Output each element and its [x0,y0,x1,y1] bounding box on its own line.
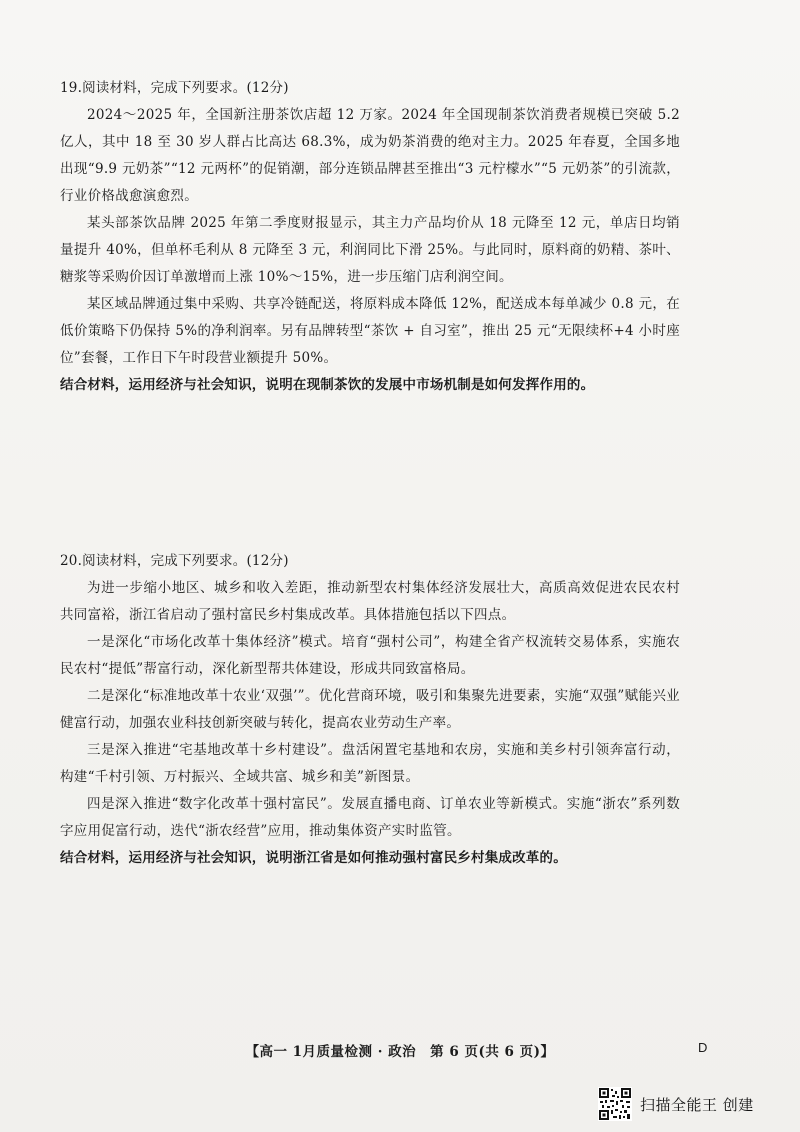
page-footer: 【高一 1月质量检测 · 政治 第 6 页(共 6 页)】 [245,1044,555,1060]
watermark-text: 扫描全能王 创建 [640,1095,754,1114]
question-19 [60,75,680,399]
question-20-paragraph-4: 三是深入推进“宅基地改革十乡村建设”。盘活闲置宅基地和农房，实施和美乡村引领奔富行动，构建“千村引领、万村振兴、全域共富、城乡和美”新图景。 [60,742,680,785]
question-20-paragraph-3: 二是深化“标准地改革十农业‘双强’”。优化营商环境，吸引和集聚先进要素，实施“双强”赋能兴业健富行动，加强农业科技创新突破与转化，提高农业劳动生产率。 [60,688,680,731]
question-19-paragraph-2: 某头部茶饮品牌 2025 年第二季度财报显示，其主力产品均价从 18 元降至 12 元，单店日均销量提升 40%，但单杯毛利从 8 元降至 3 元，利润同比下滑 25%。与此同时，原料商的奶精、茶叶、糖浆等采购价因订单激增而上涨 10%～15%，进一步压缩门店利润空间。 [60,215,680,285]
scanner-watermark [598,1086,754,1122]
question-20-task: 结合材料，运用经济与社会知识，说明浙江省是如何推动强村富民乡村集成改革的。 [60,850,567,866]
question-20-heading: 20.阅读材料，完成下列要求。(12分) [60,553,289,569]
question-19-paragraph-3: 某区域品牌通过集中采购、共享冷链配送，将原料成本降低 12%，配送成本每单减少 0.8 元，在低价策略下仍保持 5%的净利润率。另有品牌转型“茶饮 + 自习室”，推出 25 元“无限续杯+4 小时座位”套餐，工作日下午时段营业额提升 50%。 [60,296,680,366]
question-20 [60,548,680,872]
question-19-heading: 19.阅读材料，完成下列要求。(12分) [60,80,289,96]
question-20-paragraph-5: 四是深入推进“数字化改革十强村富民”。发展直播电商、订单农业等新模式。实施“浙农”系列数字应用促富行动，迭代“浙农经营”应用，推动集体资产实时监管。 [60,796,680,839]
question-19-paragraph-1: 2024～2025 年，全国新注册茶饮店超 12 万家。2024 年全国现制茶饮消费者规模已突破 5.2 亿人，其中 18 至 30 岁人群占比高达 68.3%，成为奶茶消费的绝对主力。2025 年春夏，全国多地出现“9.9 元奶茶”“12 元两杯”的促销潮，部分连锁品牌甚至推出“3 元柠檬水”“5 元奶茶”的引流款，行业价格战愈演愈烈。 [60,107,680,204]
qr-code-icon [598,1087,632,1121]
question-20-paragraph-1: 为进一步缩小地区、城乡和收入差距，推动新型农村集体经济发展壮大，高质高效促进农民农村共同富裕，浙江省启动了强村富民乡村集成改革。具体措施包括以下四点。 [60,580,680,623]
paper-version-letter: D [698,1040,708,1055]
question-19-task: 结合材料，运用经济与社会知识，说明在现制茶饮的发展中市场机制是如何发挥作用的。 [60,377,595,393]
question-20-paragraph-2: 一是深化“市场化改革十集体经济”模式。培育“强村公司”，构建全省产权流转交易体系，实施农民农村“提低”帮富行动，深化新型帮共体建设，形成共同致富格局。 [60,634,680,677]
